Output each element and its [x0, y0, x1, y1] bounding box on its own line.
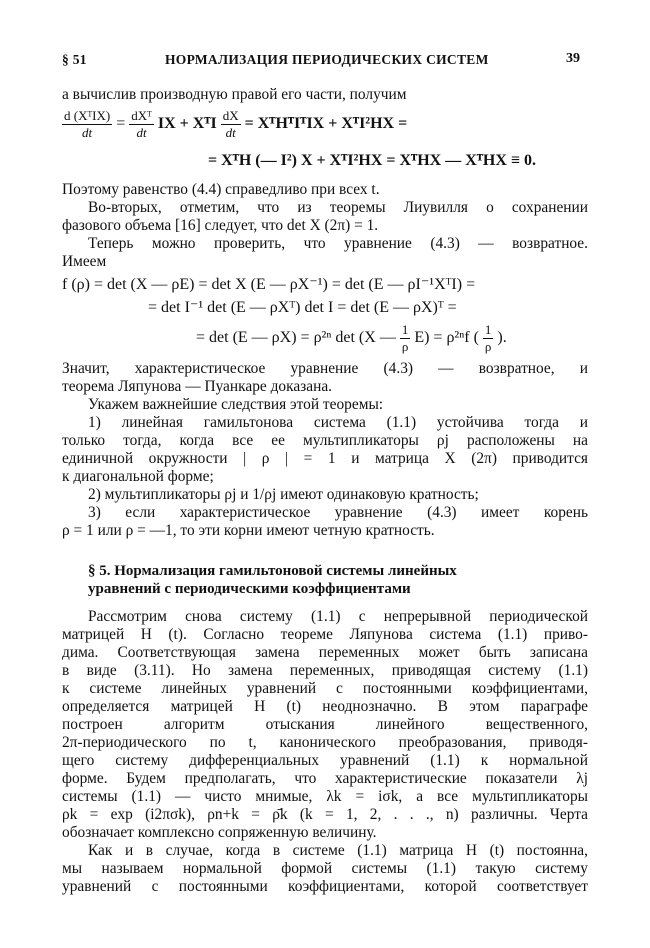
fraction: [221, 108, 241, 141]
text-line: к диагональной форме;: [62, 468, 214, 485]
numerator: d (XᵀIX): [64, 108, 111, 123]
denominator: dt: [225, 125, 236, 140]
text-line: Имеем: [62, 253, 107, 270]
text-line: мы называем нормальной формой системы (1.1) такую систему: [62, 860, 588, 877]
text-line: определяется матрицей H (t) неоднозначно. В этом параграфе: [62, 698, 588, 715]
text-line: Поэтому равенство (4.4) справедливо при всех t.: [62, 181, 380, 198]
numerator: dXᵀ: [131, 108, 152, 123]
text-line: Рассмотрим снова систему (1.1) с непрерывной периодической: [88, 608, 588, 625]
text-line: 1) линейная гамильтонова система (1.1) устойчива тогда и: [88, 414, 588, 431]
formula-derivative: $\frac{\text{d (XᵀIX)}}{dt}$ = $\frac{\text{dXᵀ}}{dt}$ IX + XᵀI $\frac{dX}{dt}$ = XᵀHᵀIᵀIX + XᵀI²HX =: [64, 108, 408, 140]
numerator: dX: [222, 108, 239, 123]
formula-part: IX + XᵀI: [157, 115, 217, 133]
formula-part: E) = ρ²ⁿf (: [414, 329, 479, 347]
text-line: построен алгоритм отыскания линейного вещественного,: [62, 716, 588, 733]
text-line: щего систему дифференциальных уравнений (1.1) к нормальной: [62, 752, 588, 769]
text-line: теорема Ляпунова — Пуанкаре доказана.: [62, 378, 333, 395]
text-line: а вычислив производную правой его части, получим: [62, 86, 407, 103]
text-line: матрицей H (t). Согласно теореме Ляпунова система (1.1) приво-: [62, 626, 588, 643]
text-line: только тогда, когда все ее мультипликаторы ρj расположены на: [62, 432, 588, 449]
formula-part: = det (E — ρX) = ρ²ⁿ det (X —: [196, 329, 396, 347]
formula-line: = det I⁻¹ det (E — ρXᵀ) det I = det (E — ρX)ᵀ =: [148, 299, 457, 316]
text-line: 2π-периодического по t, канонического преобразования, приводя-: [62, 734, 588, 751]
running-title: НОРМАЛИЗАЦИЯ ПЕРИОДИЧЕСКИХ СИСТЕМ: [165, 52, 489, 67]
formula-line: = XᵀH (— I²) X + XᵀI²HX = XᵀHX — XᵀHX ≡ 0.: [208, 152, 537, 169]
text-line: Значит, характеристическое уравнение (4.3) — возвратное, и: [62, 360, 588, 377]
formula-line: [196, 322, 507, 355]
page-number: 39: [566, 51, 580, 66]
text-line: системы (1.1) — чисто мнимые, λk = iσk, а все мультипликаторы: [62, 788, 588, 805]
text-line: Укажем важнейшие следствия этой теоремы:: [88, 396, 384, 413]
text-line: 2) мультипликаторы ρj и 1/ρj имеют одинаковую кратность;: [88, 486, 479, 503]
text-line: единичной окружности | ρ | = 1 и матрица X (2π) приводится: [62, 450, 588, 467]
numerator: 1: [401, 322, 409, 337]
text-line: Теперь можно проверить, что уравнение (4.3) — возвратное.: [88, 235, 588, 252]
formula-line: f (ρ) = det (X — ρE) = det X (E — ρX⁻¹) = det (E — ρI⁻¹XᵀI) =: [62, 276, 476, 293]
text-line: уравнений с постоянными коэффициентами, которой соответствует: [62, 878, 588, 895]
fraction: [483, 322, 494, 355]
denominator: dt: [82, 125, 93, 140]
text-line: фазового объема [16] следует, что det X (2π) = 1.: [62, 217, 379, 234]
numerator: 1: [484, 322, 492, 337]
formula-part: ).: [497, 329, 507, 347]
section-title: уравнений с периодическими коэффициентами: [88, 581, 411, 597]
text-line: форме. Будем предполагать, что характеристические показатели λj: [62, 770, 588, 787]
fraction: [400, 322, 411, 355]
fraction: [129, 108, 154, 141]
denominator: ρ: [484, 339, 492, 354]
text-line: к системе линейных уравнений с постоянными коэффициентами,: [62, 680, 588, 697]
text-line: Как и в случае, когда в системе (1.1) матрица H (t) постоянна,: [88, 842, 588, 859]
text-line: ρk = exp (i2πσk), ρn+k = ρ̄k (k = 1, 2, . . ., n) различны. Черта: [62, 806, 588, 823]
denominator: dt: [136, 125, 147, 140]
text-line: обозначает комплексно сопряженную величину.: [62, 824, 377, 841]
text-line: Во-вторых, отметим, что из теоремы Лиувилля о сохранении: [88, 199, 588, 216]
text-line: в виде (3.11). Но замена переменных, приводящая систему (1.1): [62, 662, 588, 679]
text-line: ρ = 1 или ρ = —1, то эти корни имеют четную кратность.: [62, 522, 435, 539]
section-title: § 5. Нормализация гамильтоновой системы линейных: [88, 563, 457, 579]
text-line: дима. Соответствующая замена переменных может быть записана: [62, 644, 588, 661]
fraction: [62, 108, 112, 141]
text-line: 3) если характеристическое уравнение (4.3) имеет корень: [88, 504, 588, 521]
denominator: ρ: [401, 339, 409, 354]
formula-part: = XᵀHᵀIᵀIX + XᵀI²HX =: [244, 115, 408, 133]
section-mark: § 51: [62, 52, 87, 67]
